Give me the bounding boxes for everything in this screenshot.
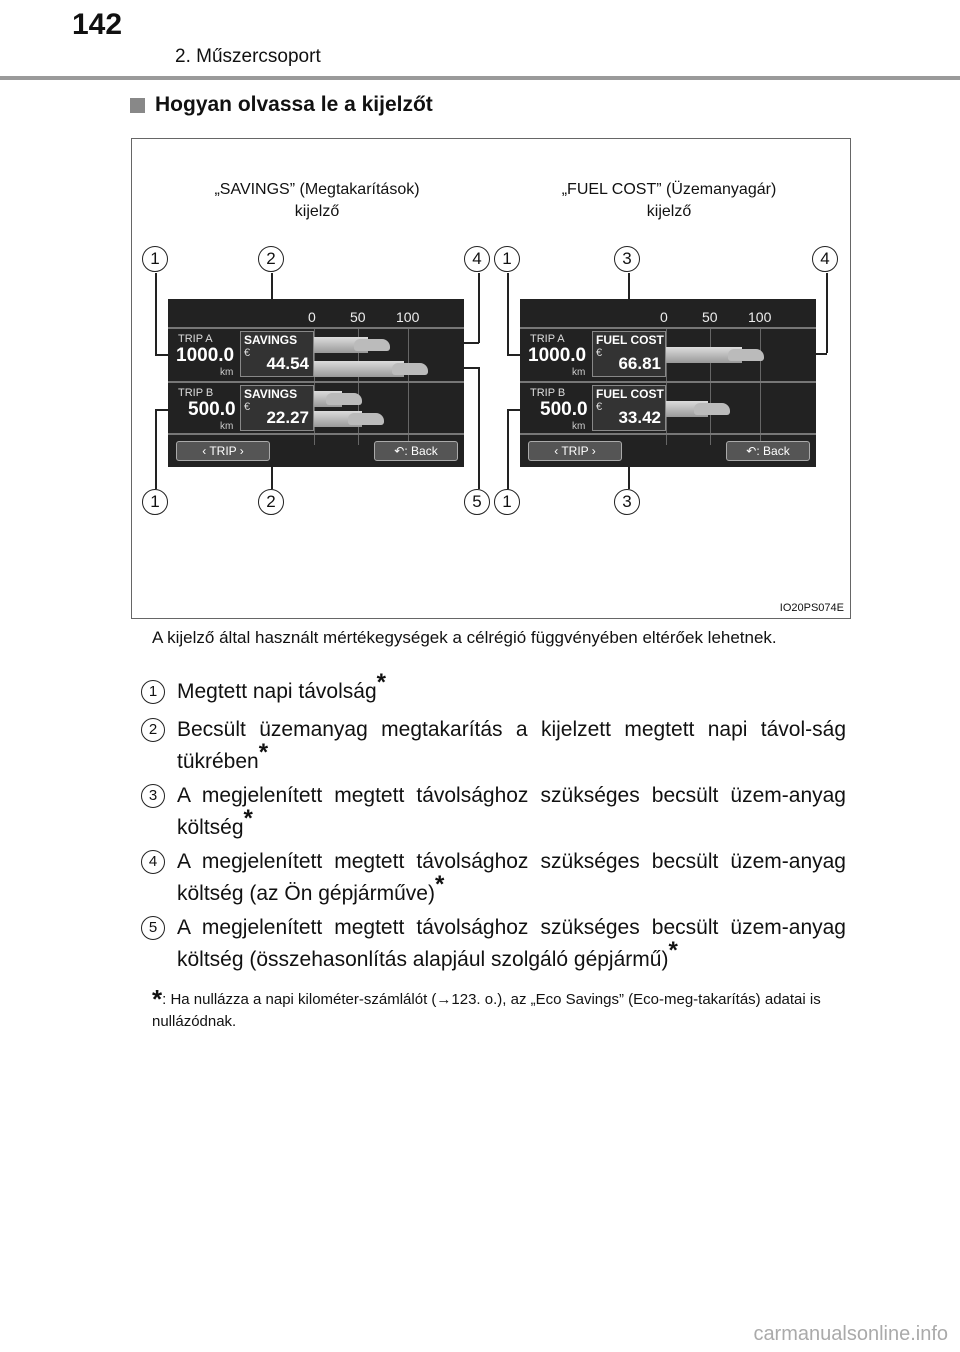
figure — [131, 138, 851, 619]
trip-b-distance: 500.0 — [188, 399, 236, 420]
footnote-mark: * — [152, 984, 163, 1014]
leader-line — [507, 273, 509, 355]
scale-label: 0 — [660, 309, 668, 325]
item-text: A megjelenített megtett távolsághoz szükséges becsült üzem-anyag költség — [177, 784, 846, 839]
section-heading — [130, 93, 433, 117]
item-number: 5 — [141, 916, 165, 940]
list-item — [141, 912, 846, 976]
savings-amount: 44.54 — [266, 354, 309, 373]
trip-a-distance: 1000.0 — [528, 345, 587, 366]
caption-savings — [152, 179, 482, 223]
trip-a-unit: km — [572, 367, 586, 378]
scale-label: 50 — [702, 309, 718, 325]
bar — [314, 361, 404, 377]
car-icon — [326, 393, 362, 405]
asterisk: * — [434, 871, 445, 898]
item-text: Megtett napi távolság — [177, 680, 377, 703]
section-heading-text: Hogyan olvassa le a kijelzőt — [155, 93, 433, 116]
row-divider — [168, 327, 464, 329]
callout-2: 2 — [258, 246, 284, 272]
back-arrow-icon: ↶ — [394, 444, 405, 458]
row-divider — [520, 327, 816, 329]
fuel-cost-box-b — [592, 385, 666, 431]
list-item — [141, 669, 846, 708]
callout-4: 4 — [812, 246, 838, 272]
asterisk: * — [376, 669, 386, 696]
caption-savings-line1: „SAVINGS” (Megtakarítások) — [214, 181, 420, 198]
fuel-cost-amount: 66.81 — [618, 354, 661, 373]
trip-b-label: TRIP B — [530, 387, 566, 399]
fuel-cost-screen — [520, 299, 816, 467]
caption-fuel-cost-line1: „FUEL COST” (Üzemanyagár) — [561, 181, 777, 198]
savings-box-b — [240, 385, 314, 431]
back-arrow-icon: ↶ — [746, 444, 757, 458]
figure-code: IO20PS074E — [779, 602, 844, 614]
item-text: A megjelenített megtett távolsághoz szükséges becsült üzem-anyag költség (az Ön gépjárműve) — [177, 850, 846, 905]
currency: € — [596, 347, 603, 359]
savings-amount: 22.27 — [266, 408, 309, 427]
back-button[interactable] — [726, 441, 810, 461]
back-button-label: : Back — [756, 444, 790, 458]
callout-3: 3 — [614, 246, 640, 272]
car-icon — [694, 403, 730, 415]
square-bullet-icon — [130, 98, 145, 113]
savings-screen — [168, 299, 464, 467]
trip-a-label: TRIP A — [178, 333, 213, 345]
callout-1: 1 — [494, 246, 520, 272]
header-rule — [0, 76, 960, 80]
grid-line — [760, 327, 761, 445]
item-text: Becsült üzemanyag megtakarítás a kijelzett megtett napi távol-ság tükrében — [177, 718, 846, 773]
row-divider — [168, 381, 464, 383]
leader-line — [507, 409, 509, 489]
savings-title: SAVINGS — [244, 387, 298, 401]
car-icon — [354, 339, 390, 351]
currency: € — [244, 401, 251, 413]
grid-line — [666, 327, 667, 445]
fuel-cost-box-a — [592, 331, 666, 377]
back-button-label: : Back — [404, 444, 438, 458]
car-icon — [348, 413, 384, 425]
callout-5: 5 — [464, 489, 490, 515]
fuel-cost-amount: 33.42 — [618, 408, 661, 427]
fuel-cost-title: FUEL COST — [596, 333, 664, 347]
currency: € — [596, 401, 603, 413]
footnote — [152, 984, 846, 1033]
callout-2: 2 — [258, 489, 284, 515]
grid-line — [710, 327, 711, 445]
car-icon — [728, 349, 764, 361]
leader-line — [478, 273, 480, 343]
item-number: 3 — [141, 784, 165, 808]
trip-button-label: TRIP — [209, 444, 237, 458]
list-item — [141, 780, 846, 844]
trip-b-unit: km — [572, 421, 586, 432]
footnote-text: : Ha nullázza a napi kilométer-számlálót (→123. o.), az „Eco Savings” (Eco-meg-takarítás) adatai is nullázódnak. — [152, 991, 821, 1030]
scale-label: 0 — [308, 309, 316, 325]
row-divider — [520, 433, 816, 435]
leader-line — [155, 409, 157, 489]
trip-button-label: TRIP — [561, 444, 589, 458]
trip-b-distance: 500.0 — [540, 399, 588, 420]
trip-b-label: TRIP B — [178, 387, 214, 399]
asterisk: * — [243, 805, 253, 832]
callout-1: 1 — [494, 489, 520, 515]
car-icon — [392, 363, 428, 375]
trip-a-label: TRIP A — [530, 333, 565, 345]
currency: € — [244, 347, 251, 359]
chapter-title: 2. Műszercsoport — [175, 46, 321, 67]
page-number: 142 — [72, 8, 123, 41]
item-number: 2 — [141, 718, 165, 742]
watermark: carmanualsonline.info — [753, 1323, 948, 1345]
leader-line — [155, 273, 157, 355]
fuel-cost-title: FUEL COST — [596, 387, 664, 401]
caption-fuel-cost — [504, 179, 834, 223]
asterisk: * — [258, 739, 269, 766]
row-divider — [168, 433, 464, 435]
callout-3: 3 — [614, 489, 640, 515]
callout-4: 4 — [464, 246, 490, 272]
list-item — [141, 714, 846, 778]
scale-label: 50 — [350, 309, 366, 325]
callout-1: 1 — [142, 246, 168, 272]
savings-title: SAVINGS — [244, 333, 298, 347]
units-note: A kijelző által használt mértékegységek a célrégió függvényében eltérőek lehetnek. — [152, 628, 777, 647]
item-number: 1 — [141, 680, 165, 704]
trip-b-unit: km — [220, 421, 234, 432]
leader-line — [478, 367, 480, 489]
trip-button[interactable]: ‹ TRIP › — [176, 441, 270, 461]
caption-fuel-cost-line2: kijelző — [646, 203, 692, 220]
back-button[interactable] — [374, 441, 458, 461]
callout-1: 1 — [142, 489, 168, 515]
caption-savings-line2: kijelző — [294, 203, 340, 220]
trip-a-unit: km — [220, 367, 234, 378]
item-number: 4 — [141, 850, 165, 874]
scale-label: 100 — [396, 309, 420, 325]
grid-line — [408, 327, 409, 445]
list-item — [141, 846, 846, 910]
savings-box-a — [240, 331, 314, 377]
trip-a-distance: 1000.0 — [176, 345, 235, 366]
row-divider — [520, 381, 816, 383]
trip-button[interactable]: ‹ TRIP › — [528, 441, 622, 461]
leader-line — [826, 273, 828, 353]
item-text: A megjelenített megtett távolsághoz szükséges becsült üzem-anyag költség (összehasonlítás alapjául szolgáló gépjármű) — [177, 916, 846, 971]
asterisk: * — [668, 937, 678, 964]
scale-label: 100 — [748, 309, 772, 325]
